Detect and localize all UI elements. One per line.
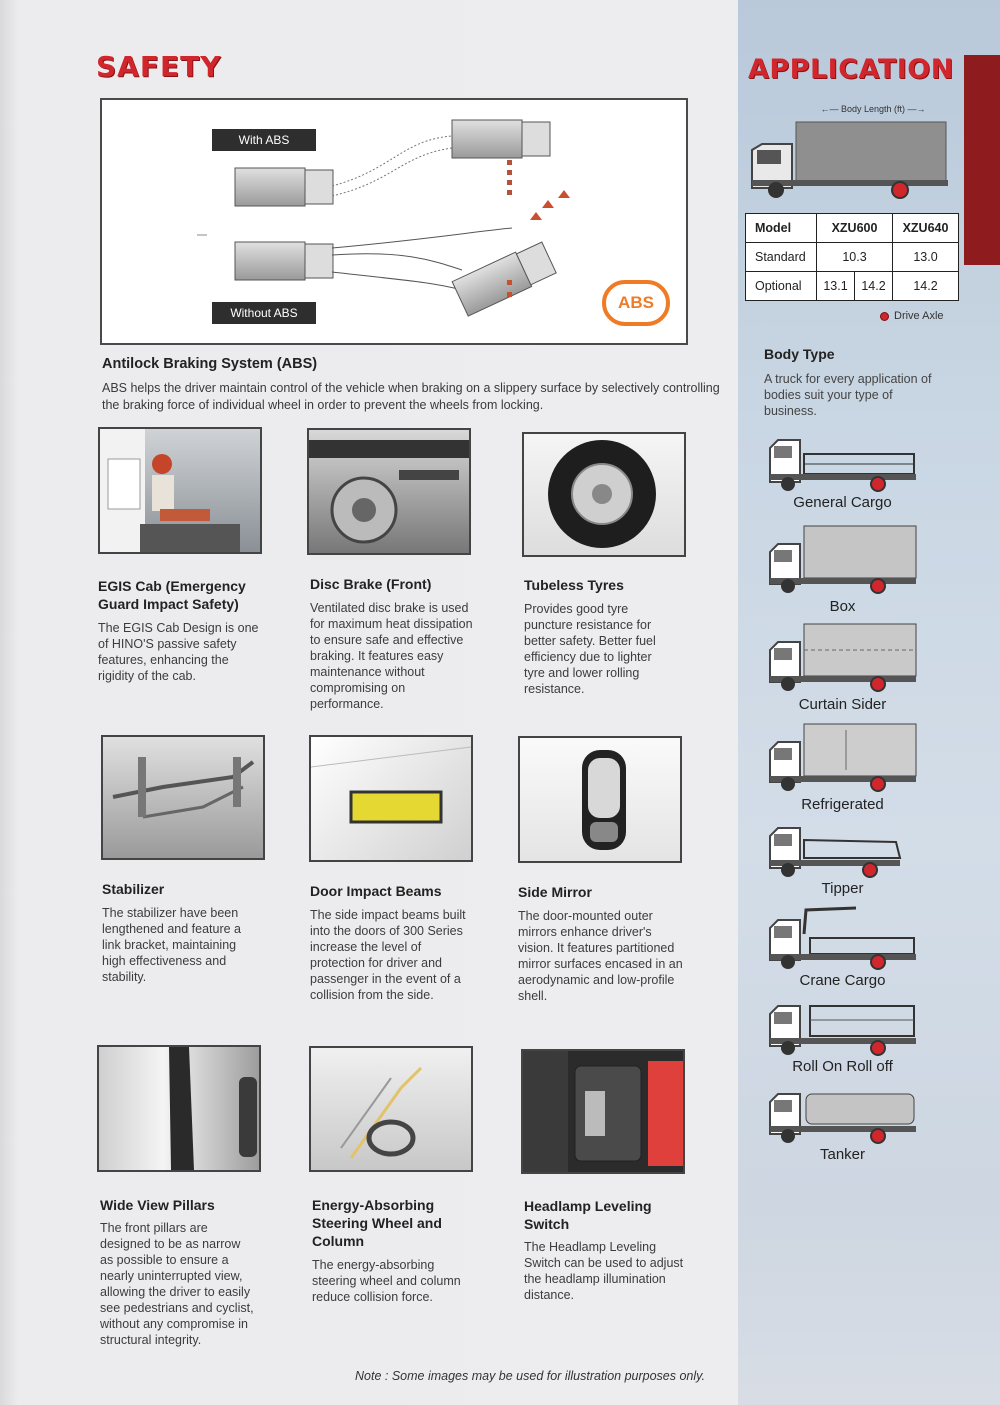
table-header-model: Model	[746, 214, 817, 243]
feature-title-door-beams: Door Impact Beams	[310, 883, 442, 899]
without-abs-label: Without ABS	[212, 302, 316, 324]
pillar-icon	[99, 1047, 259, 1170]
body-type-box	[760, 522, 925, 615]
body-type-label: Refrigerated	[801, 796, 884, 813]
feature-title-steering: Energy-Absorbing Steering Wheel and Column	[312, 1197, 442, 1249]
feature-text-side-mirror: The door-mounted outer mirrors enhance driver's vision. It features partitioned mirror surfaces encased in an aerodynamic and low-profile shell.	[518, 909, 683, 1003]
drive-axle-legend	[880, 310, 944, 322]
feature-text-stabilizer: The stabilizer have been lengthened and feature a link bracket, maintaining high effectiveness and stability.	[102, 906, 242, 984]
body-type-label: Box	[829, 598, 856, 615]
wide-view-pillar-photo	[97, 1045, 261, 1172]
safety-title: SAFETY	[96, 50, 222, 83]
accent-bar	[964, 55, 1000, 265]
feature-text-steering: The energy-absorbing steering wheel and column reduce collision force.	[312, 1258, 461, 1304]
feature-title-stabilizer: Stabilizer	[102, 881, 165, 897]
illustration-note: Note : Some images may be used for illustration purposes only.	[355, 1369, 705, 1383]
general-cargo-truck-icon	[766, 432, 918, 492]
crash-test-dummy-icon	[100, 429, 260, 552]
feature-text-disc-brake: Ventilated disc brake is used for maximum heat dissipation to ensure safe and effective braking. It features easy maintenance without compromising on performance.	[310, 601, 473, 711]
body-length-label: ←— Body Length (ft) —→	[820, 104, 926, 114]
disc-brake-photo	[307, 428, 471, 555]
drive-axle-label: Drive Axle	[894, 310, 944, 322]
body-type-tanker	[760, 1090, 925, 1163]
abs-diagram	[100, 98, 688, 345]
feature-title-side-mirror: Side Mirror	[518, 884, 592, 900]
body-type-label: Curtain Sider	[798, 696, 887, 713]
feature-text-door-beams: The side impact beams built into the doors of 300 Series increase the level of protection for driver and passenger in the event of a collision from the side.	[310, 908, 466, 1002]
steering-wheel-icon	[311, 1048, 471, 1170]
table-cell-optional-xzu640: 14.2	[893, 272, 959, 301]
model-spec-table	[745, 213, 959, 301]
headlamp-switch-icon	[523, 1051, 683, 1172]
refrigerated-truck-icon	[766, 720, 918, 794]
feature-title-headlamp: Headlamp Leveling Switch	[524, 1198, 652, 1232]
table-header-xzu600: XZU600	[817, 214, 893, 243]
feature-text-egis: The EGIS Cab Design is one of HINO'S passive safety features, enhancing the rigidity of the cab.	[98, 621, 259, 683]
feature-text-tyres: Provides good tyre puncture resistance for better safety. Better fuel efficiency due to lighter tyre and lower rolling resistance.	[524, 602, 656, 696]
crane-cargo-truck-icon	[766, 904, 918, 970]
body-type-tipper	[760, 822, 925, 897]
stabilizer-photo	[101, 735, 265, 860]
table-row-standard-label: Standard	[746, 243, 817, 272]
tipper-truck-icon	[766, 822, 918, 878]
tubeless-tyre-photo	[522, 432, 686, 557]
body-type-label: Crane Cargo	[799, 972, 886, 989]
body-type-label: Tanker	[819, 1146, 866, 1163]
body-type-curtain-sider	[760, 620, 925, 713]
tanker-truck-icon	[766, 1090, 918, 1144]
feature-text-headlamp: The Headlamp Leveling Switch can be used to adjust the headlamp illumination distance.	[524, 1240, 684, 1302]
body-type-description: A truck for every application of bodies suit your type of business.	[764, 372, 932, 418]
egis-cab-photo	[98, 427, 262, 554]
stabilizer-icon	[103, 737, 263, 858]
truck-dimension-icon	[748, 118, 953, 200]
body-type-refrigerated	[760, 720, 925, 813]
body-type-label: General Cargo	[793, 494, 892, 511]
application-title: APPLICATION	[748, 54, 954, 85]
side-mirror-icon	[520, 738, 680, 861]
side-mirror-photo	[518, 736, 682, 863]
roll-on-roll-off-truck-icon	[766, 1002, 918, 1056]
feature-title-pillars: Wide View Pillars	[100, 1197, 215, 1213]
box-truck-icon	[766, 522, 918, 596]
body-type-title: Body Type	[764, 346, 835, 362]
drive-axle-dot-icon	[880, 312, 889, 321]
curtain-sider-truck-icon	[766, 620, 918, 694]
table-cell-standard-xzu640: 13.0	[893, 243, 959, 272]
feature-text-pillars: The front pillars are designed to be as narrow as possible to ensure a nearly uninterrupted view, allowing the driver to easily see pedestrians and cyclist, without any compromise in structural integrity.	[100, 1221, 254, 1347]
feature-title-tyres: Tubeless Tyres	[524, 577, 624, 593]
door-beam-icon	[311, 737, 471, 860]
body-type-crane-cargo	[760, 904, 925, 989]
with-abs-label: With ABS	[212, 129, 316, 151]
headlamp-switch-photo	[521, 1049, 685, 1174]
body-type-label: Tipper	[821, 880, 864, 897]
abs-illustration	[102, 100, 686, 343]
table-cell-standard-xzu600: 10.3	[817, 243, 893, 272]
body-type-label: Roll On Roll off	[792, 1058, 893, 1075]
feature-title-egis: EGIS Cab (Emergency Guard Impact Safety)	[98, 578, 246, 612]
feature-title-disc-brake: Disc Brake (Front)	[310, 576, 432, 592]
table-row-optional-label: Optional	[746, 272, 817, 301]
body-type-general-cargo	[760, 432, 925, 511]
disc-brake-icon	[309, 430, 469, 553]
abs-badge-icon: ABS	[602, 280, 670, 326]
abs-heading: Antilock Braking System (ABS)	[102, 356, 318, 372]
table-cell-optional-xzu600-b: 14.2	[855, 272, 893, 301]
door-impact-beam-photo	[309, 735, 473, 862]
steering-column-photo	[309, 1046, 473, 1172]
table-cell-optional-xzu600-a: 13.1	[817, 272, 855, 301]
abs-description: ABS helps the driver maintain control of the vehicle when braking on a slippery surface by selectively controlling the braking force of individual wheel in order to prevent the wheels from locking.	[102, 381, 720, 412]
body-type-roll-on-roll-off	[760, 1002, 925, 1075]
table-header-xzu640: XZU640	[893, 214, 959, 243]
tyre-icon	[524, 434, 684, 555]
